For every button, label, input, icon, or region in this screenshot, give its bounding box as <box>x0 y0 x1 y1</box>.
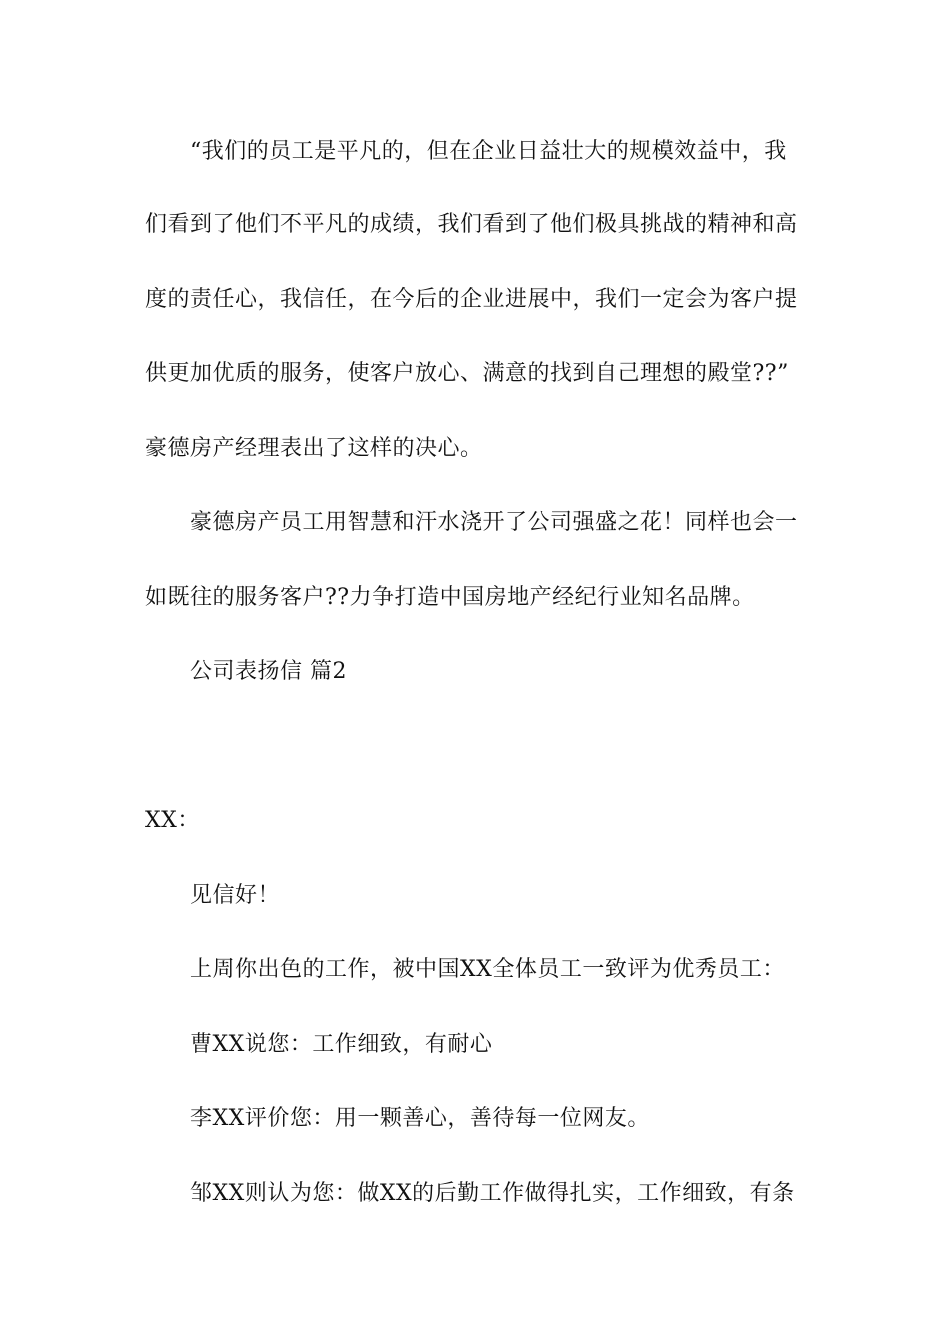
body-line-3: 李XX评价您：用一颗善心，善待每一位网友。 <box>190 1106 650 1131</box>
salutation: XX： <box>145 808 200 833</box>
paragraph-1-line-3: 度的责任心，我信任，在今后的企业进展中，我们一定会为客户提 <box>145 287 798 312</box>
paragraph-2-line-2: 如既往的服务客户??力争打造中国房地产经纪行业知名品牌。 <box>145 585 755 610</box>
section-heading: 公司表扬信 篇2 <box>190 659 347 684</box>
paragraph-1-line-1: “我们的员工是平凡的，但在企业日益壮大的规模效益中，我 <box>190 139 787 164</box>
body-line-2: 曹XX说您：工作细致，有耐心 <box>190 1032 493 1057</box>
paragraph-2-line-1: 豪德房产员工用智慧和汗水浇开了公司强盛之花！同样也会一 <box>190 510 798 535</box>
body-line-4: 邹XX则认为您：做XX的后勤工作做得扎实，工作细致，有条 <box>190 1181 795 1206</box>
paragraph-1-line-5: 豪德房产经理表出了这样的决心。 <box>145 436 483 461</box>
paragraph-1-line-4: 供更加优质的服务，使客户放心、满意的找到自己理想的殿堂??” <box>145 361 789 386</box>
paragraph-1-line-2: 们看到了他们不平凡的成绩，我们看到了他们极具挑战的精神和高 <box>145 212 798 237</box>
body-line-1: 上周你出色的工作，被中国XX全体员工一致评为优秀员工： <box>190 957 785 982</box>
greeting: 见信好！ <box>190 883 281 908</box>
